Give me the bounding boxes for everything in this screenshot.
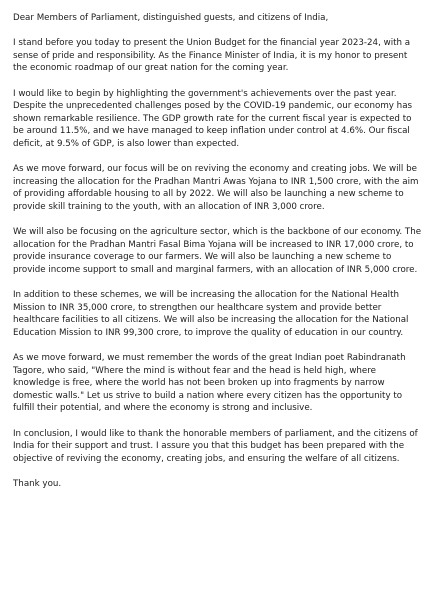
paragraph-agriculture: We will also be focusing on the agriculture sector, which is the backbone of our economy. The allocation for the Pradhan Mantri Fasal Bima Yojana will be increased to INR 17,000 crore, to provide insurance coverage to our farmers. We will also be launching a new scheme to provide income support to small and marginal farmers, with an allocation of INR 5,000 crore. <box>13 227 422 275</box>
paragraph-achievements: I would like to begin by highlighting the government's achievements over the past year. Despite the unprecedented challenges posed by the COVID-19 pandemic, our economy has shown remarkable resilience. The GDP growth rate for the current fiscal year is expected to be around 11.5%, and we have managed to keep inflation under control at 4.6%. Our fiscal deficit, at 9.5% of GDP, is also lower than expected. <box>13 88 413 149</box>
paragraph-intro: I stand before you today to present the Union Budget for the financial year 2023-24, with a sense of pride and responsibility. As the Finance Minister of India, it is my honor to present the economic roadmap of our great nation for the coming year. <box>13 38 411 74</box>
salutation: Dear Members of Parliament, distinguished guests, and citizens of India, <box>13 13 329 23</box>
paragraph-conclusion: In conclusion, I would like to thank the honorable members of parliament, and the citizens of India for their support and trust. I assure you that this budget has been prepared with the objective of reviving the economy, creating jobs, and ensuring the welfare of all citizens. <box>13 428 418 464</box>
speech-document <box>13 12 423 491</box>
paragraph-health-education: In addition to these schemes, we will be increasing the allocation for the National Health Mission to INR 35,000 crore, to strengthen our healthcare system and provide better healthcare facilities to all citizens. We will also be increasing the allocation for the National Education Mission to INR 99,300 crore, to improve the quality of education in our country. <box>13 290 409 338</box>
paragraph-economy-jobs: As we move forward, our focus will be on reviving the economy and creating jobs. We will be increasing the allocation for the Pradhan Mantri Awas Yojana to INR 1,500 crore, with the aim of providing affordable housing to all by 2022. We will also be launching a new scheme to provide skill training to the youth, with an allocation of INR 3,000 crore. <box>13 164 419 212</box>
closing: Thank you. <box>13 478 62 489</box>
paragraph-tagore-quote: As we move forward, we must remember the words of the great Indian poet Rabindranath Tagore, who said, "Where the mind is without fear and the head is held high, where knowledge is free, where the world has not been broken up into fragments by narrow domestic walls." Let us strive to build a nation where every citizen has the opportunity to fulfill their potential, and where the economy is strong and inclusive. <box>13 353 406 414</box>
